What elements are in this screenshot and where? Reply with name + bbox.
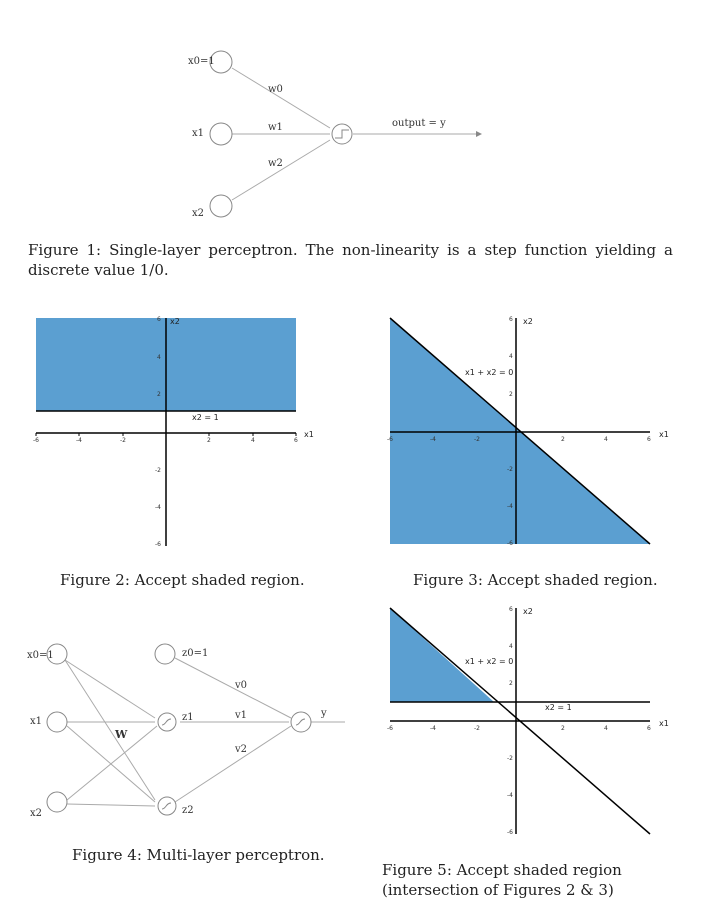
y-axis-label: x2 bbox=[523, 607, 533, 616]
y-tick-6: 6 bbox=[157, 316, 161, 323]
svg-text:-4: -4 bbox=[430, 436, 436, 443]
svg-text:-2: -2 bbox=[507, 755, 513, 762]
x-tick-neg2: -2 bbox=[120, 437, 126, 444]
edge-x2-z2 bbox=[67, 804, 155, 806]
svg-text:-4: -4 bbox=[430, 725, 436, 732]
x2-label: x2 bbox=[30, 808, 43, 819]
x-tick-neg4: -4 bbox=[76, 437, 82, 444]
svg-text:4: 4 bbox=[509, 643, 513, 650]
figure-1-perceptron-diagram bbox=[170, 40, 510, 230]
y-tick-neg6: -6 bbox=[155, 541, 161, 548]
edge-x0-z1 bbox=[65, 660, 155, 718]
figure-1-caption: Figure 1: Single-layer perceptron. The non-linearity is a step function yielding a discrete value 1/0. bbox=[28, 241, 673, 279]
y-tick-neg4: -4 bbox=[155, 504, 161, 511]
x-tick-4: 4 bbox=[251, 437, 255, 444]
edge-z0-y bbox=[175, 658, 291, 718]
line1-label: x1 + x2 = 0 bbox=[465, 657, 514, 666]
edge-x0-out bbox=[232, 68, 330, 128]
w1-label: w1 bbox=[268, 122, 283, 133]
input-node-x1 bbox=[47, 712, 67, 732]
svg-text:-6: -6 bbox=[507, 540, 513, 547]
svg-text:6: 6 bbox=[509, 606, 513, 613]
hidden-node-z1 bbox=[158, 713, 176, 731]
edge-x0-z2 bbox=[65, 660, 155, 800]
svg-text:4: 4 bbox=[604, 436, 608, 443]
svg-text:-2: -2 bbox=[474, 725, 480, 732]
x-axis-label: x1 bbox=[304, 430, 314, 439]
edge-x2-out bbox=[232, 140, 330, 200]
output-arrowhead bbox=[476, 131, 482, 137]
svg-text:2: 2 bbox=[561, 436, 565, 443]
svg-text:2: 2 bbox=[561, 725, 565, 732]
svg-text:4: 4 bbox=[509, 353, 513, 360]
v2-label: v2 bbox=[235, 744, 248, 755]
figure-3-plot bbox=[385, 310, 685, 550]
svg-text:-6: -6 bbox=[387, 436, 393, 443]
w2-label: w2 bbox=[268, 158, 283, 169]
line-label: x1 + x2 = 0 bbox=[465, 368, 514, 377]
figure-4-mlp-diagram bbox=[25, 630, 355, 830]
x-axis-label: x1 bbox=[659, 719, 669, 728]
input-node-x2 bbox=[210, 195, 232, 217]
weight-matrix-label: W bbox=[115, 728, 128, 741]
svg-text:-4: -4 bbox=[507, 792, 513, 799]
hidden-node-z0 bbox=[155, 644, 175, 664]
x0-label: x0=1 bbox=[188, 56, 215, 67]
svg-text:-2: -2 bbox=[474, 436, 480, 443]
x-tick-6: 6 bbox=[294, 437, 298, 444]
svg-text:-6: -6 bbox=[387, 725, 393, 732]
svg-text:-2: -2 bbox=[507, 466, 513, 473]
x-axis-label: x1 bbox=[659, 430, 669, 439]
svg-text:6: 6 bbox=[509, 316, 513, 323]
svg-text:6: 6 bbox=[647, 436, 651, 443]
v0-label: v0 bbox=[235, 680, 248, 691]
y-tick-4: 4 bbox=[157, 354, 161, 361]
z2-label: z2 bbox=[182, 805, 194, 816]
figure-4-caption: Figure 4: Multi-layer perceptron. bbox=[72, 846, 325, 864]
svg-text:2: 2 bbox=[509, 680, 513, 687]
svg-text:4: 4 bbox=[604, 725, 608, 732]
figure-3-caption: Figure 3: Accept shaded region. bbox=[413, 571, 658, 589]
line-label: x2 = 1 bbox=[192, 413, 219, 422]
svg-text:2: 2 bbox=[509, 391, 513, 398]
x1-label: x1 bbox=[192, 128, 205, 139]
figure-2-plot bbox=[30, 310, 325, 550]
w0-label: w0 bbox=[268, 84, 283, 95]
figure-5-caption: Figure 5: Accept shaded region (intersection of Figures 2 & 3) bbox=[382, 861, 622, 899]
v1-label: v1 bbox=[235, 710, 248, 721]
svg-text:6: 6 bbox=[647, 725, 651, 732]
x-tick-neg6: -6 bbox=[33, 437, 39, 444]
x0-label: x0=1 bbox=[27, 650, 54, 661]
line2-label: x2 = 1 bbox=[545, 703, 572, 712]
figure-5-plot bbox=[385, 600, 685, 840]
x1-label: x1 bbox=[30, 716, 43, 727]
x-tick-2: 2 bbox=[207, 437, 211, 444]
y-axis-label: x2 bbox=[170, 317, 180, 326]
x-ticks bbox=[387, 725, 651, 732]
output-label: output = y bbox=[392, 118, 446, 129]
edge-z2-y bbox=[175, 726, 291, 802]
x2-label: x2 bbox=[192, 208, 205, 219]
y-tick-2: 2 bbox=[157, 391, 161, 398]
input-node-x1 bbox=[210, 123, 232, 145]
y-tick-neg2: -2 bbox=[155, 467, 161, 474]
hidden-node-z2 bbox=[158, 797, 176, 815]
input-node-x2 bbox=[47, 792, 67, 812]
y-axis-label: x2 bbox=[523, 317, 533, 326]
svg-text:-6: -6 bbox=[507, 829, 513, 836]
y-label: y bbox=[321, 708, 327, 719]
z0-label: z0=1 bbox=[182, 648, 209, 659]
figure-2-caption: Figure 2: Accept shaded region. bbox=[60, 571, 305, 589]
output-node-y bbox=[291, 712, 311, 732]
svg-text:-4: -4 bbox=[507, 503, 513, 510]
z1-label: z1 bbox=[182, 712, 194, 723]
